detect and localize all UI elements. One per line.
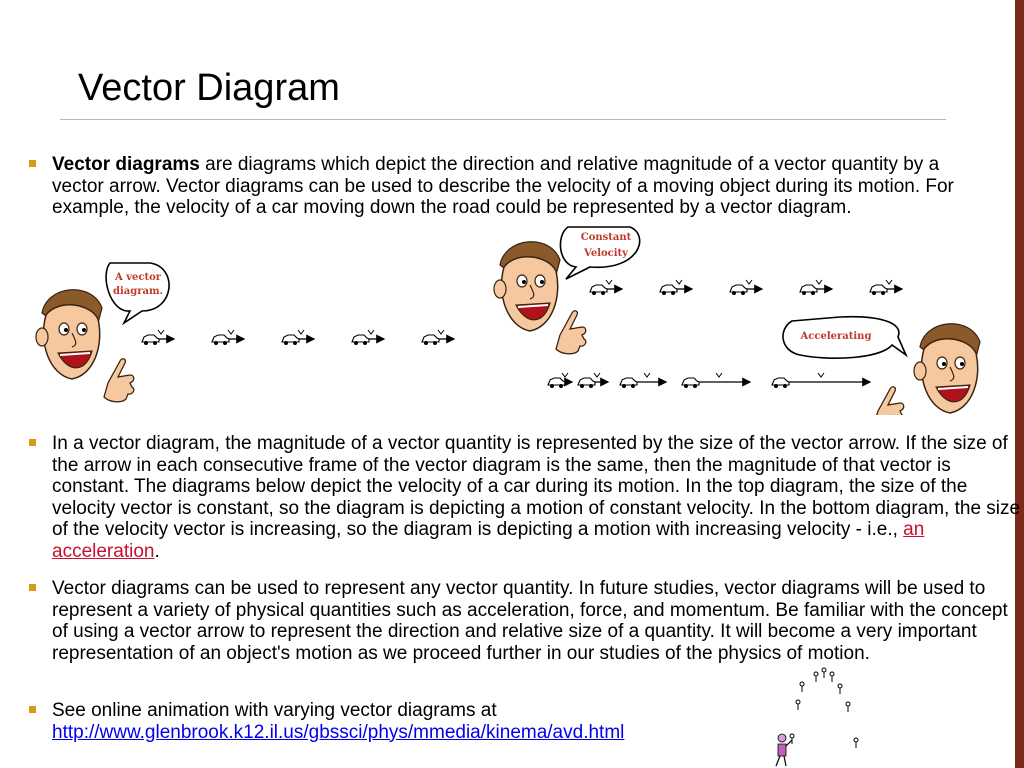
bubble-accelerating-text: Accelerating <box>800 331 872 342</box>
bullet-marker <box>29 160 36 167</box>
acceleration-link[interactable]: an acceleration <box>52 519 925 562</box>
pointing-hand-left <box>104 359 134 402</box>
person-figure <box>776 734 792 766</box>
bullet-body: In a vector diagram, the magnitude of a vector quantity is represented by the size of the vector arrow. If the size of the arrow in each consecutive frame of the vector diagram is the same, then the magnitude of that vector is constant. The diagrams below depict the velocity of a car during its motion. In the top diagram, the size of the velocity vector is constant, so the diagram is depicting a motion of constant velocity. In the bottom diagram, the size of the velocity vector is increasing, so the diagram is depicting a motion with increasing velocity - i.e., <box>52 433 1021 540</box>
bullet-vector-diagrams <box>52 154 992 219</box>
bullet-bold-term: Vector diagrams <box>52 154 200 175</box>
car-row-left <box>142 330 454 345</box>
bullet-magnitude <box>52 433 1024 562</box>
bullet-body: are diagrams which depict the direction and relative magnitude of a vector quantity by a vector arrow. Vector diagrams can be used to describe the velocity of a moving object during its motion. For example, the velocity of a car moving down the road could be represented by a vector diagram. <box>52 154 954 218</box>
bullet-marker <box>29 706 36 713</box>
bullet-text: Vector diagrams can be used to represent any vector quantity. In future studies, vector diagrams will be used to represent a variety of physical quantities such as acceleration, force, and momentum. Be familiar with the concept of using a vector arrow to represent the direction and relative size of a quantity. It will become a very important representation of an object's motion as we proceed further in our studies of the physics of motion. <box>52 578 1008 664</box>
projectile-path-markers <box>790 668 858 748</box>
bullet-text <box>52 154 992 219</box>
cartoon-character-middle <box>494 242 560 331</box>
bubble-constant-line1: Constant <box>580 232 632 243</box>
bullet-marker <box>29 439 36 446</box>
car-row-accelerating <box>548 373 870 388</box>
animation-url-link[interactable]: http://www.glenbrook.k12.il.us/gbssci/phys/mmedia/kinema/avd.html <box>52 721 625 743</box>
bullet-text <box>52 433 1024 562</box>
bullet-text: See online animation with varying vector diagrams at <box>52 700 497 721</box>
bubble-constant-line2: Velocity <box>584 248 628 259</box>
bullet-online-animation <box>52 700 1024 743</box>
bubble-text-line2: diagram. <box>112 286 164 297</box>
cartoon-character-right <box>914 324 980 413</box>
pointing-hand-right <box>874 387 904 415</box>
projectile-animation-figure <box>750 660 870 768</box>
cartoon-character-left <box>36 290 102 379</box>
vector-diagram-illustration <box>0 215 1010 415</box>
pointing-hand-middle <box>556 311 586 354</box>
bubble-text-line1: A vector <box>114 272 162 283</box>
title-divider <box>60 119 946 120</box>
car-row-constant-velocity <box>590 280 902 295</box>
slide-title: Vector Diagram <box>78 67 340 109</box>
bullet-marker <box>29 584 36 591</box>
bullet-trailing: . <box>154 540 160 562</box>
bullet-any-vector-quantity <box>52 578 1024 664</box>
